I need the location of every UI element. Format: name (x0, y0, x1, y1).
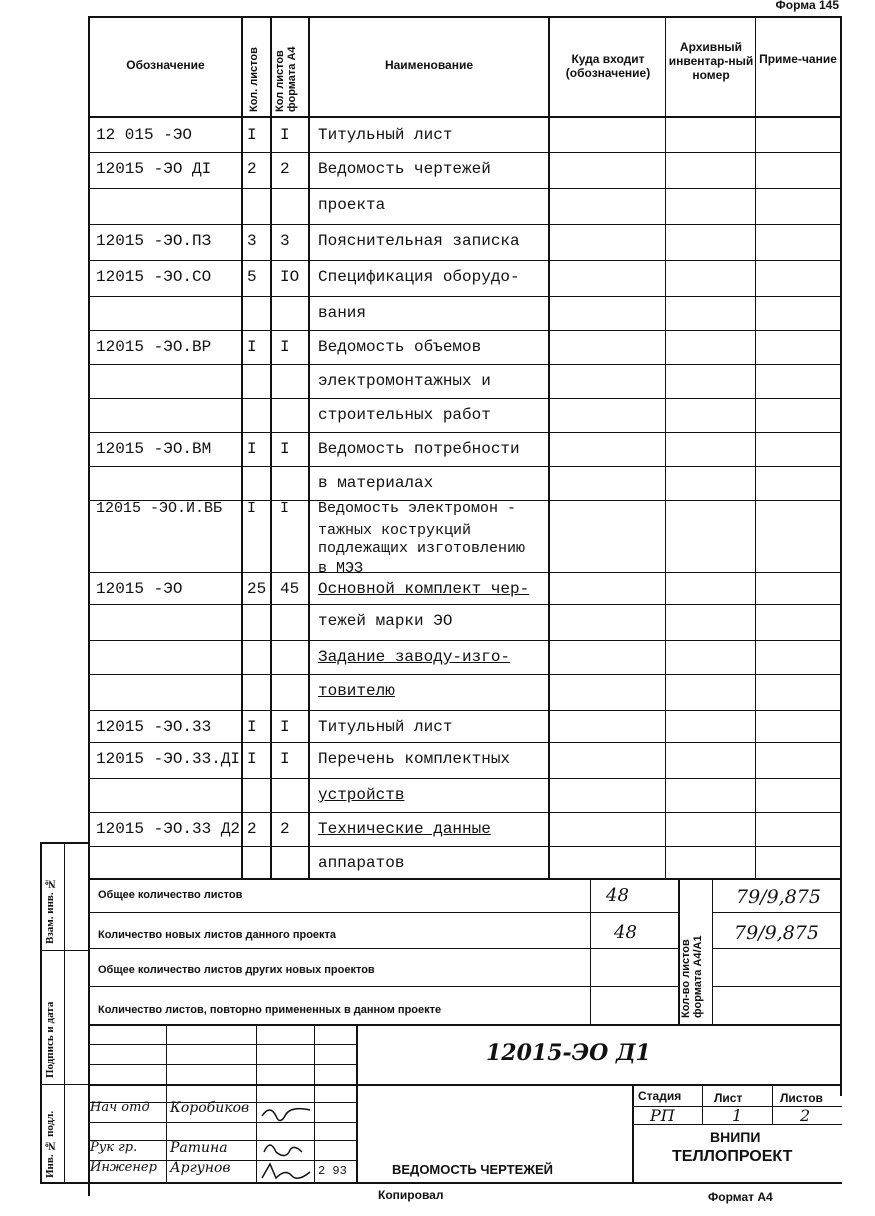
row-sheets-count: 5 (247, 268, 257, 286)
document-title: ВЕДОМОСТЬ ЧЕРТЕЖЕЙ (392, 1162, 554, 1177)
signatures-image (258, 1100, 314, 1184)
row-designation: 12015 -ЭО.ПЗ (96, 232, 212, 250)
row-sheets-a4: 3 (280, 232, 290, 250)
row-sheets-a4: I (280, 750, 290, 768)
total-sheets-value: 48 (606, 885, 629, 906)
new-sheets-label: Количество новых листов данного проекта (98, 929, 337, 941)
row-name: электромонтажных и (318, 372, 491, 390)
row-name: Ведомость потребности (318, 440, 520, 458)
row-name: вания (318, 304, 367, 322)
row-name: Ведомость чертежей (318, 160, 491, 178)
row-name: Перечень комплектных (318, 750, 511, 768)
row-sheets-count: I (247, 126, 257, 144)
a4-total-value: 79/9,875 (736, 886, 821, 908)
row-name: Титульный лист (318, 126, 453, 144)
row-designation: 12015 -ЭО.33 (96, 718, 212, 736)
row-sheets-count: I (247, 440, 257, 458)
row-name: товителю (318, 682, 395, 700)
row-name: устройств (318, 786, 405, 804)
row-sheets-count: 2 (247, 820, 257, 838)
sheets-value: 2 (800, 1106, 811, 1125)
row-sheets-count: I (247, 750, 257, 768)
row-designation: 12015 -ЭО.СО (96, 268, 212, 286)
stage-value: РП (650, 1106, 675, 1125)
row-name: тажных кострукций (318, 522, 472, 539)
role-2: Рук гр. (90, 1140, 138, 1155)
row-name: в материалах (318, 474, 434, 492)
row-sheets-count: I (247, 500, 257, 517)
row-designation: 12015 -ЭО.ВР (96, 338, 212, 356)
row-name: Титульный лист (318, 718, 453, 736)
row-name: Основной комплект чер- (318, 580, 530, 598)
col-header-sheets-count: Кол. листов (248, 47, 260, 112)
row-name: строительных работ (318, 406, 491, 424)
other-projects-label: Общее количество листов других новых проектов (98, 964, 375, 976)
row-sheets-a4: IО (280, 268, 300, 286)
row-sheets-a4: I (280, 338, 290, 356)
row-sheets-a4: 2 (280, 820, 290, 838)
sheet-value: 1 (732, 1106, 743, 1125)
col-header-archive: Архивный инвентар-ный номер (668, 40, 754, 82)
col-header-sheets-a4: Кол листов формата А4 (274, 46, 298, 112)
a4-new-value: 79/9,875 (734, 922, 819, 944)
row-sheets-count: 25 (247, 580, 267, 598)
row-sheets-count: 3 (247, 232, 257, 250)
name-2: Ратина (170, 1140, 228, 1156)
role-3: Инженер (90, 1160, 157, 1175)
row-sheets-count: 2 (247, 160, 257, 178)
row-sheets-a4: 45 (280, 580, 300, 598)
side-label-inv-original: Инв. № подл. (44, 1110, 56, 1178)
row-name: Ведомость объемов (318, 338, 482, 356)
row-sheets-a4: I (280, 718, 290, 736)
row-designation: 12015 -ЭО ДI (96, 160, 212, 178)
row-name: в МЭЗ (318, 560, 364, 577)
form-label: Форма 145 (775, 0, 839, 12)
col-header-name: Наименование (384, 58, 474, 72)
row-sheets-a4: I (280, 500, 290, 517)
row-sheets-count: I (247, 718, 257, 736)
col-header-designation: Обозначение (126, 58, 205, 72)
format-label: Формат А4 (708, 1190, 773, 1204)
org-name-line2: ТЕЛЛОПРОЕКТ (672, 1148, 793, 1165)
date-3: 2 93 (318, 1164, 347, 1178)
row-sheets-a4: I (280, 440, 290, 458)
row-designation: 12015 -ЭО.ВМ (96, 440, 212, 458)
row-designation: 12015 -ЭО.33 Д2 (96, 820, 241, 838)
row-name: Спецификация оборудо- (318, 268, 520, 286)
row-designation: 12015 -ЭО.И.ВБ (96, 500, 223, 517)
reused-sheets-label: Количество листов, повторно примененных в данном проекте (98, 1004, 442, 1016)
copied-label: Копировал (378, 1188, 444, 1202)
a4-count-header: Кол-во листов формата А4/А1 (680, 935, 704, 1018)
stage-label: Стадия (638, 1089, 682, 1103)
row-name: Пояснительная записка (318, 232, 520, 250)
row-name: тежей марки ЭО (318, 612, 453, 630)
org-name-line1: ВНИПИ (710, 1129, 761, 1145)
row-sheets-count: I (247, 338, 257, 356)
row-sheets-a4: 2 (280, 160, 290, 178)
sheet-label: Лист (714, 1091, 743, 1105)
col-header-note: Приме-чание (759, 52, 837, 66)
row-name: аппаратов (318, 854, 405, 872)
row-designation: 12 015 -ЭО (96, 126, 193, 144)
new-sheets-value: 48 (614, 922, 637, 943)
sheets-label: Листов (780, 1091, 823, 1105)
row-name: проекта (318, 196, 386, 214)
row-name: Ведомость электромон - (318, 500, 517, 517)
name-3: Аргунов (170, 1160, 231, 1176)
col-header-where-used: Куда входит (обозначение) (565, 52, 651, 80)
row-sheets-a4: I (280, 126, 290, 144)
total-sheets-label: Общее количество листов (98, 889, 243, 901)
document-code: 12015-ЭО Д1 (486, 1040, 651, 1066)
name-1: Коробиков (170, 1100, 250, 1116)
row-name: подлежащих изготовлению (318, 540, 526, 557)
side-label-signature-date: Подпись и дата (44, 1001, 56, 1078)
row-designation: 12015 -ЭО (96, 580, 183, 598)
row-name: Технические данные (318, 820, 491, 838)
row-designation: 12015 -ЭО.33.ДI (96, 750, 241, 768)
row-name: Задание заводу-изго- (318, 648, 511, 666)
side-label-replace-inv: Взам. инв. № (44, 877, 56, 944)
role-1: Нач отд (90, 1100, 150, 1115)
